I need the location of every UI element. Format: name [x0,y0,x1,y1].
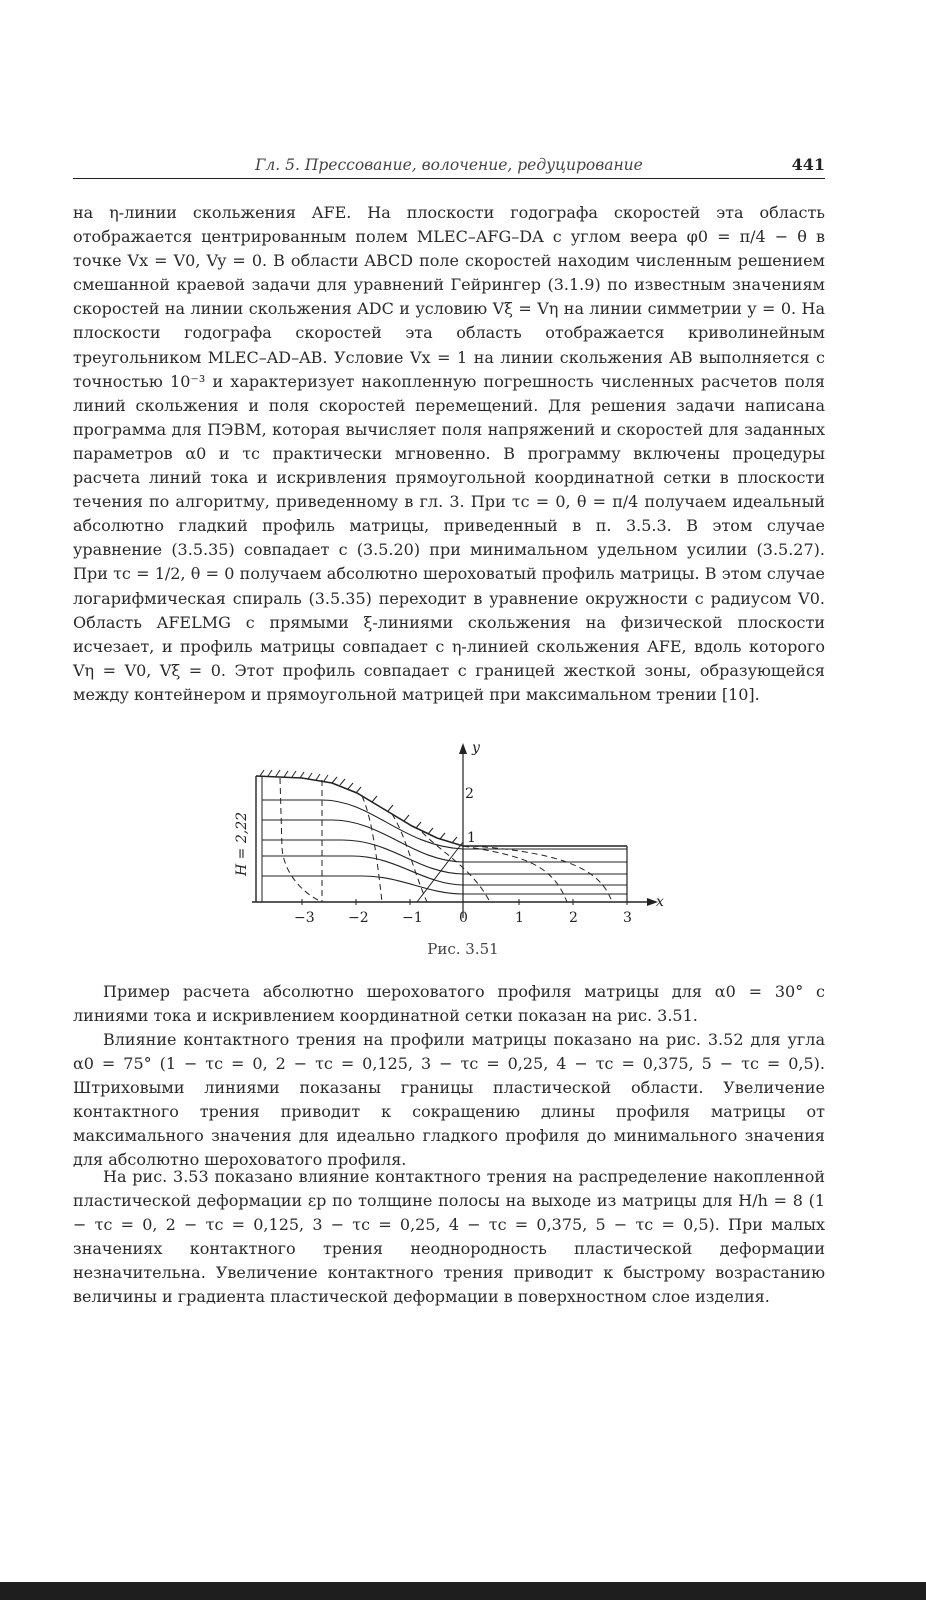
y-axis-arrow [459,743,467,754]
page-number: 441 [791,155,825,174]
figure-3-51 [222,738,682,938]
x-axis-label: x [656,894,664,910]
paragraph-1: на η-линии скольжения AFE. На плоскости годографа скоростей эта область отображается центрированным полем MLEC–AFG–DA с углом веера φ0 = π/4 − θ в точке Vx = V0, Vy = 0. В области ABCD поле скоростей находим численным решением смешанной краевой задачи для уравнений Гейрингер (3.1.9) по известным значениям скоростей на линии скольжения ADC и условию Vξ = Vη на линии симметрии y = 0. На плоскости годографа скоростей эта область отображается криволинейным треугольником MLEC–AD–AB. Условие Vx = 1 на линии скольжения AB выполняется с точностью 10⁻³ и характеризует накопленную погрешность численных расчетов поля линий скольжения и поля скоростей перемещений. Для решения задачи написана программа для ПЭВМ, которая вычисляет поля напряжений и скоростей для заданных параметров α0 и τc практически мгновенно. В программу включены процедуры расчета линий тока и искривления прямоугольной координатной сетки в плоскости течения по алгоритму, приведенному в гл. 3. При τc = 0, θ = π/4 получаем идеальный абсолютно гладкий профиль матрицы, приведенный в п. 3.5.3. В этом случае уравнение (3.5.35) совпадает с (3.5.20) при минимальном удельном усилии (3.5.27). При τc = 1/2, θ = 0 получаем абсолютно шероховатый профиль матрицы. В этом случае логарифмическая спираль (3.5.35) переходит в уравнение окружности с радиусом V0. Область AFELMG с прямыми ξ-линиями скольжения на физической плоскости исчезает, и профиль матрицы совпадает с η-линией скольжения AFE, вдоль которого Vη = V0, Vξ = 0. Этот профиль совпадает с границей жесткой зоны, образующейся между контейнером и прямоугольной матрицей при максимальном трении [10]. [73,203,826,704]
y-tick-label: 2 [465,786,474,802]
height-label: H = 2,22 [234,811,250,876]
running-header [73,154,825,179]
x-tick-label: −1 [402,910,423,926]
paragraph-2: Пример расчета абсолютно шероховатого профиля матрицы для α0 = 30° с линиями тока и искривлением координатной сетки показан на рис. 3.51. [73,982,825,1026]
x-tick-label: −3 [294,910,315,926]
paragraph-3: Влияние контактного трения на профили матрицы показано на рис. 3.52 для угла α0 = 75° (1 − τc = 0, 2 − τc = 0,125, 3 − τc = 0,25, 4 − τc = 0,375, 5 − τc = 0,5). Штриховыми линиями показаны границы пластической области. Увеличение контактного трения приводит к сокращению длины профиля матрицы от максимального значения для идеально гладкого профиля до минимального значения для абсолютно шероховатого профиля. [73,1030,825,1170]
x-tick-label: 0 [459,910,468,926]
x-tick-label: 3 [623,910,632,926]
y-tick-label: 1 [467,830,476,846]
figure-caption: Рис. 3.51 [427,940,499,958]
paragraph-4: На рис. 3.53 показано влияние контактного трения на распределение накопленной пластической деформации εp по толщине полосы на выходе из матрицы для H/h = 8 (1 − τc = 0, 2 − τc = 0,125, 3 − τc = 0,25, 4 − τc = 0,375, 5 − τc = 0,5). При малых значениях контактного трения неоднородность пластической деформации незначительна. Увеличение контактного трения приводит к быстрому возрастанию величины и градиента пластической деформации в поверхностном слое изделия. [73,1167,825,1307]
running-title: Гл. 5. Прессование, волочение, редуцирование [255,156,643,174]
x-tick-label: −2 [348,910,369,926]
plastic-boundary [417,842,463,902]
figure-drawing [222,738,682,938]
scan-edge-bar [0,1582,926,1600]
stream-lines [262,800,627,894]
die-profile [256,776,627,846]
die-hatching [260,770,457,843]
x-tick-label: 1 [515,910,524,926]
x-tick-label: 2 [569,910,578,926]
y-axis-label: y [472,740,480,756]
